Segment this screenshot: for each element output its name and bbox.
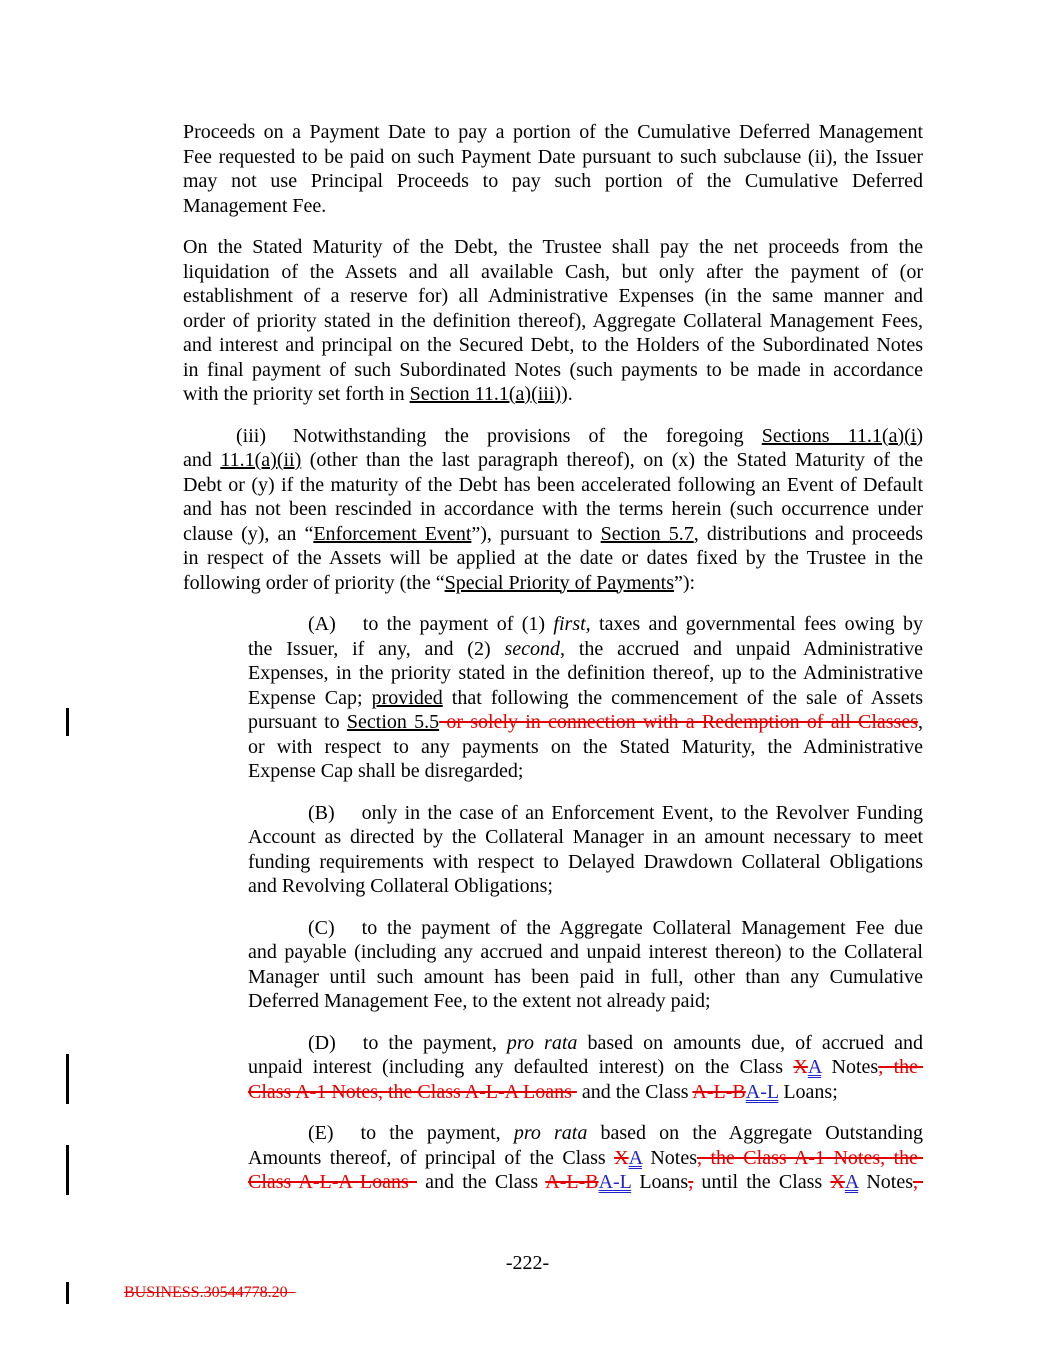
- para-stated-maturity: [183, 235, 923, 407]
- underlined-text: Enforcement Event: [313, 522, 472, 545]
- italic-text: first,: [553, 613, 591, 635]
- deleted-text: X: [793, 1056, 808, 1078]
- text-run: that following the commencement of the sale of Assets: [442, 686, 923, 709]
- italic-text: second: [504, 637, 560, 660]
- text-line: [183, 235, 923, 260]
- text-run: and has not been rescinded in accordance with the terms herein (such occurrence under: [183, 498, 923, 520]
- text-run: and payable (including any accrued and unpaid interest thereon) to the Collateral: [248, 941, 923, 963]
- text-run: (B): [308, 801, 335, 824]
- text-line: [183, 546, 923, 571]
- text-run: Expenses, in the priority stated in the definition thereof, up to the Administrative: [248, 662, 923, 684]
- text-run: (E): [308, 1122, 334, 1144]
- text-run: taxes and governmental fees owing by: [590, 613, 923, 635]
- inserted-text: A: [628, 1146, 642, 1169]
- text-run: and Revolving Collateral Obligations;: [248, 875, 553, 897]
- text-run: to the payment,: [362, 1031, 507, 1054]
- deleted-text: X: [830, 1171, 845, 1193]
- text-run: only in the case of an Enforcement Event, to the Revolver Funding: [361, 801, 923, 824]
- text-line: [183, 382, 923, 407]
- text-run: Proceeds on a Payment Date to pay a portion of the Cumulative Deferred Management: [183, 121, 923, 143]
- para-clause-D: [248, 1031, 923, 1105]
- text-run: Loans: [631, 1171, 689, 1193]
- footer-document-id-deleted: BUSINESS.30544778.20: [124, 1284, 288, 1301]
- text-run: Expense Cap shall be disregarded;: [248, 760, 524, 782]
- text-run: (iii): [236, 424, 266, 447]
- text-line: [183, 309, 923, 334]
- text-run: order of priority stated in the definition thereof), Aggregate Collateral Management Fees,: [183, 309, 923, 332]
- deleted-text: Class A-1 Notes, the Class A-L-A Loans: [248, 1080, 572, 1103]
- text-line: [183, 473, 923, 498]
- text-run: , distributions and proceeds: [693, 522, 923, 545]
- text-run: (C): [308, 916, 335, 939]
- text-run: , the accrued and unpaid Administrative: [560, 637, 924, 660]
- text-run: based on the Aggregate Outstanding: [587, 1122, 923, 1144]
- text-line: [248, 661, 923, 686]
- text-run: Notwithstanding the provisions of the foregoing: [293, 424, 762, 447]
- underlined-text: Section 5.5: [346, 711, 440, 733]
- underlined-text: Sections 11.1(a)(i): [761, 424, 924, 447]
- text-run: liquidation of the Assets and all available Cash, but only after the payment of (or: [183, 260, 923, 283]
- deleted-text: A-L-B: [545, 1171, 599, 1193]
- text-line: [183, 145, 923, 170]
- text-line: [248, 874, 923, 899]
- text-line: [248, 989, 923, 1014]
- text-run: Fee requested to be paid on such Payment Date pursuant to such subclause (ii), the Issuer: [183, 145, 923, 168]
- text-line: [183, 120, 923, 145]
- text-run: Notes: [641, 1146, 698, 1169]
- text-line: [183, 260, 923, 285]
- underlined-text: provided: [371, 686, 443, 709]
- text-run: Debt or (y) if the maturity of the Debt has been accelerated following an Event of Default: [183, 473, 923, 496]
- deleted-text: ,: [913, 1171, 919, 1193]
- text-line: [248, 1031, 923, 1056]
- text-line: [183, 169, 923, 194]
- text-line: [183, 358, 923, 383]
- text-line: [248, 759, 923, 784]
- para-iii-special-priority: [183, 424, 923, 596]
- text-line: [183, 448, 923, 473]
- para-clause-B: [248, 801, 923, 899]
- text-run: to the payment,: [360, 1122, 514, 1144]
- text-run: to the payment of the Aggregate Collateral Management Fee due: [361, 916, 923, 939]
- text-run: the Issuer, if any, and (2): [248, 637, 505, 660]
- deleted-text: ,: [688, 1171, 694, 1193]
- change-bar-clause-e: [66, 1145, 69, 1195]
- text-run: in final payment of such Subordinated Notes (such payments to be made in accordance: [183, 358, 923, 381]
- deleted-text: X: [614, 1146, 629, 1169]
- text-line: [248, 940, 923, 965]
- text-line: [248, 735, 923, 760]
- text-line: [248, 1121, 923, 1146]
- text-line: [183, 194, 923, 219]
- text-run: On the Stated Maturity of the Debt, the Trustee shall pay the net proceeds from the: [183, 236, 923, 258]
- deleted-text: or solely in connection with a Redemption of all Classes: [439, 711, 918, 733]
- text-run: in respect of the Assets will be applied at the date or dates fixed by the Trustee in the: [183, 547, 923, 569]
- text-line: [248, 801, 923, 826]
- text-run: and interest and principal on the Secured Debt, to the Holders of the Subordinated Notes: [183, 334, 923, 356]
- inserted-text: A: [807, 1056, 822, 1078]
- text-run: Amounts thereof, of principal of the Class: [248, 1146, 615, 1169]
- text-line: [248, 1146, 923, 1171]
- text-run: (other than the last paragraph thereof), on (x) the Stated Maturity of the: [301, 449, 923, 471]
- text-run: Manager until such amount has been paid in full, other than any Cumulative: [248, 965, 923, 988]
- text-run: Expense Cap;: [248, 686, 372, 709]
- text-run: or with respect to any payments on the Stated Maturity, the Administrative: [248, 735, 923, 758]
- change-bar-clause-a: [66, 708, 69, 736]
- text-run: Account as directed by the Collateral Manager in an amount necessary to meet: [248, 826, 923, 848]
- text-run: ,: [917, 711, 923, 733]
- text-line: [248, 916, 923, 941]
- text-run: pursuant to: [248, 711, 347, 733]
- para-clause-C: [248, 916, 923, 1014]
- text-run: unpaid interest (including any defaulted interest) on the Class: [248, 1056, 794, 1078]
- text-line: [183, 284, 923, 309]
- underlined-text: Section 5.7: [600, 522, 694, 545]
- text-line: [248, 825, 923, 850]
- text-run: with the priority set forth in: [183, 383, 410, 405]
- text-line: [183, 424, 923, 449]
- page-body-text: [183, 120, 923, 1212]
- text-line: [183, 571, 923, 596]
- para-clause-A: [248, 612, 923, 784]
- text-run: Management Fee.: [183, 194, 327, 217]
- text-run: Deferred Management Fee, to the extent not already paid;: [248, 990, 711, 1012]
- text-run: funding requirements with respect to Delayed Drawdown Collateral Obligations: [248, 850, 923, 873]
- text-line: [248, 850, 923, 875]
- text-run: and the Class: [416, 1171, 546, 1193]
- text-line: [183, 522, 923, 547]
- deleted-text: , the Class A-1 Notes, the: [697, 1146, 918, 1169]
- inserted-text: A-L: [598, 1171, 632, 1193]
- text-run: based on amounts due, of accrued and: [577, 1031, 923, 1054]
- change-bar-footer: [66, 1282, 69, 1304]
- italic-text: pro rata: [506, 1031, 578, 1054]
- text-line: [248, 710, 923, 735]
- para-principal-proceeds: [183, 120, 923, 218]
- italic-text: pro rata: [513, 1122, 588, 1144]
- text-line: [248, 1055, 923, 1080]
- text-run: (D): [308, 1031, 336, 1054]
- text-run: following order of priority (the “: [183, 571, 445, 594]
- underlined-text: Section 11.1(a)(iii): [409, 383, 562, 405]
- page-number: -222-: [505, 1252, 550, 1274]
- text-line: [248, 637, 923, 662]
- text-run: (A): [308, 613, 336, 635]
- text-line: [183, 497, 923, 522]
- text-run: ).: [561, 383, 573, 405]
- text-run: establishment of a reserve for) all Administrative Expenses (in the same manner and: [183, 285, 923, 307]
- text-run: and: [183, 449, 221, 471]
- text-run: Notes: [858, 1171, 914, 1193]
- text-run: and the Class: [576, 1080, 693, 1103]
- text-run: ”), pursuant to: [471, 522, 601, 545]
- change-bar-clause-d: [66, 1054, 69, 1104]
- underlined-text: 11.1(a)(ii): [220, 449, 302, 471]
- deleted-text: A-L-B: [692, 1080, 746, 1103]
- text-run: Loans;: [778, 1080, 838, 1103]
- text-run: may not use Principal Proceeds to pay such portion of the Cumulative Deferred: [183, 170, 923, 192]
- inserted-text: A-L: [745, 1080, 779, 1103]
- deleted-text: , the: [878, 1056, 919, 1078]
- text-line: [248, 612, 923, 637]
- text-run: until the Class: [693, 1171, 831, 1193]
- inserted-text: A: [844, 1171, 859, 1193]
- underlined-text: Special Priority of Payments: [444, 571, 675, 594]
- text-line: [183, 333, 923, 358]
- text-run: to the payment of (1): [362, 613, 554, 635]
- para-clause-E: [248, 1121, 923, 1195]
- text-line: [248, 1080, 923, 1105]
- text-run: clause (y), an “: [183, 522, 314, 545]
- text-line: [248, 686, 923, 711]
- text-run: Notes: [821, 1056, 879, 1078]
- text-run: ”):: [674, 571, 696, 594]
- deleted-text: Class A-L-A Loans: [248, 1171, 409, 1193]
- text-line: [248, 1170, 923, 1195]
- text-line: [248, 965, 923, 990]
